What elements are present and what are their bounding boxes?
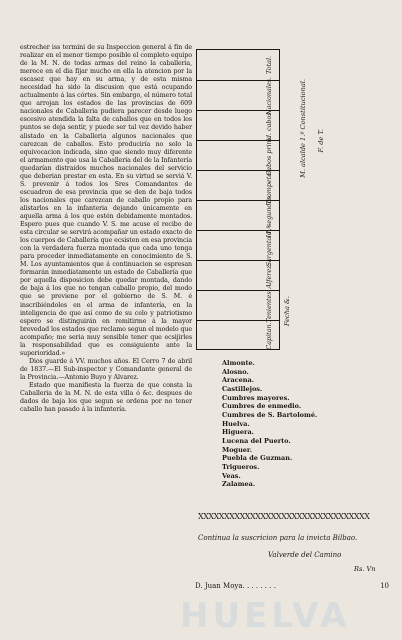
list-item: Puebla de Guzman. xyxy=(222,454,293,463)
list-item: Huelva. xyxy=(222,419,250,428)
column-label: Sargento 1.º xyxy=(265,225,273,266)
table-row xyxy=(197,260,279,290)
list-item: Moguer. xyxy=(222,445,253,454)
library-watermark: HUELVA xyxy=(180,596,351,636)
table-row xyxy=(197,135,279,176)
column-label: Nacionales. xyxy=(265,76,273,115)
table-row xyxy=(197,50,279,80)
list-item: Castillejos. xyxy=(222,384,263,393)
left-text-column xyxy=(20,44,192,414)
list-item: Cumbres mayores. xyxy=(222,393,290,402)
ornamental-divider: XXXXXXXXXXXXXXXXXXXXXXXXXXXXXXXXX xyxy=(198,512,370,521)
column-label: Alferez. xyxy=(265,262,273,289)
list-item: Aracena. xyxy=(222,376,254,385)
column-label: Id. cabos. xyxy=(265,109,273,142)
list-item: Trigueros. xyxy=(222,462,260,471)
table-row xyxy=(197,76,279,115)
subscriber-name: D. Juan Moya. . . . . . . . xyxy=(195,582,276,590)
subscription-amount: 10 xyxy=(380,582,389,590)
circular-signature: Dios guarde á VV. muchos años. El Cerro 7 de abril de 1837.—El Sub-inspector y Comandante general de la Provincia.—Antonio Buyo y Alvarez. xyxy=(20,357,192,381)
town-list xyxy=(222,359,390,489)
currency-label: Rs. Vn xyxy=(354,565,376,573)
column-label: Cabos prim. xyxy=(265,135,273,176)
column-label: Total. xyxy=(265,55,273,75)
fecha-label: Fecha &. xyxy=(283,296,291,327)
subscription-entry xyxy=(195,582,395,590)
list-item: Cumbres de enmedio. xyxy=(222,402,302,411)
circular-body: estrecher iss termini de su Inspeccion general á fin de realizar en el menor tiempo posible el completo equipo de la M. N. de todas armas del reino la caballeria, merece en el dia fijar mucho en ella la atencion por la escasez que hay en su arma, y de esta misma necesidad ha sido la discusion que está ocupando actualmente á las córtes. Sin embargo, el número total que arrojan los estados de las provincias de 609 nacionales de Caballeria pudiera parecer desde luego escesivo atendida la falta de caballos que en todos los puntos se deja sentir, y puede ser tal vez devido haber alistado en la Caballeria algunos nacionales que carezcan de caballos. Esto produciría no solo la equivocacion indicada, sino que siendo muy diferente el armamento que usa la Caballeria del de la Infantería quedarían distraidos muchos nacionales del servicio que deberian prestar en esta. En su virtud se serviá V. S. prevenir á todos los Sres Comandantes de escuadron de esa provincia que se den de baja todos los nacionales que carezcan de caballo propio para alistarlos en la infanteria dejando únicamente en aquella arma á los que estén debidamente montados. Espero pues que cuando V. S. me acuse el recibo de esta circular se servirá acompañar un estado exacto de los cuerpos de Caballería que ecsisten en esa provincia con la verdadera fuerza montada que cada uno tenga para proceder inmediatamente en conocimiento de S. M. Los ayuntamientos que á continuacion se espresan formarán inmediatamente un estado de Caballería que por aquella disposicion debe quedar montada, dando de baja á los que no tengan caballo propio, del modo que se previene por el gobierno de S. M. é inscribiéndoles en el arma de infantería, en la inteligencia de que así como de su celo y patriotismo espero se distinguirán en remitirme á la mayor brevedad los estados que reclamo segun el modelo que acompaño; me seria muy sensible tener que ecsijirles la responsabilidad que es consiguiente ante la superioridad.» xyxy=(20,44,192,357)
column-label: Capitan. xyxy=(265,321,273,350)
town-heading: Valverde del Camino xyxy=(268,551,342,559)
list-item: Cumbres de S. Bartolomé. xyxy=(222,410,318,419)
column-label: Trompetas. xyxy=(265,167,273,204)
column-label: Tenientes. xyxy=(265,288,273,323)
list-item: Higuera. xyxy=(222,428,254,437)
list-item: Alosno. xyxy=(222,367,249,376)
estado-table xyxy=(196,49,280,350)
initials-label: F. de T. xyxy=(317,129,325,153)
list-item: Zalamea. xyxy=(222,480,256,489)
table-row xyxy=(197,320,279,350)
list-item: Veas. xyxy=(222,471,241,480)
list-item: Almonte. xyxy=(222,359,255,367)
estado-caption: Estado que manifiesta la fuerza de que consta la Caballeria de la M. N. de esta villa ó &c. despues de dados de baja los que segun se ordena por no tener caballo han pasado á la infantería. xyxy=(20,381,192,414)
alcalde-heading: M. alcalde 1.º Constitucional. xyxy=(299,79,307,178)
subscription-heading: Continua la suscricion para la invicta Bilbao. xyxy=(198,534,358,542)
table-row xyxy=(197,225,279,266)
list-item: Lucena del Puerto. xyxy=(222,436,291,445)
column-label: Id. segundos. xyxy=(265,193,273,238)
table-row xyxy=(197,288,279,323)
